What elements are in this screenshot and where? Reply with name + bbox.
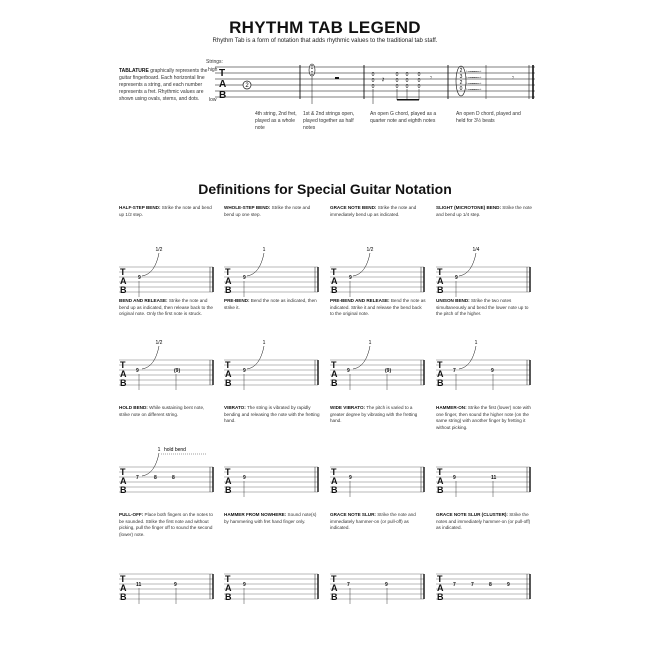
svg-text:9: 9 [455, 275, 458, 281]
svg-text:7: 7 [136, 475, 139, 481]
definition-term: WHOLE-STEP BEND: [224, 205, 271, 210]
definition-text [330, 205, 426, 245]
svg-text:0: 0 [395, 72, 399, 78]
svg-text:9: 9 [349, 475, 352, 481]
definition-text [119, 512, 215, 552]
svg-text:0: 0 [405, 78, 409, 84]
example-caption-2: 1st & 2nd strings open, played together as half notes [303, 111, 355, 131]
svg-text:T: T [437, 360, 443, 370]
definition-desc: The string is vibrated by rapidly bending and releasing the note with the fretting hand. [224, 405, 320, 423]
definition-term: PRE-BEND: [224, 298, 250, 303]
definition-text [119, 298, 215, 338]
svg-text:T: T [225, 360, 231, 370]
definition-text [436, 512, 532, 552]
definition-wide-vibrato [330, 405, 426, 504]
svg-text:B: B [331, 485, 338, 495]
svg-text:T: T [120, 467, 126, 477]
svg-text:0: 0 [310, 65, 314, 71]
definition-hold-bend [119, 405, 215, 504]
definition-term: PULL-OFF: [119, 512, 144, 517]
definition-desc: While sustaining bent note, strike note on different string. [119, 405, 205, 417]
tab-staff [119, 245, 215, 299]
svg-text:1: 1 [262, 247, 266, 253]
tab-staff [330, 552, 426, 606]
svg-text:A: A [331, 369, 338, 379]
tablature-desc-text: graphically represents the guitar fingerboard. Each horizontal line represents a string, and each number represents a fret. Rhythmic values are shown using ovals, stems, and dots. [119, 68, 208, 102]
svg-text:9: 9 [349, 275, 352, 281]
svg-text:0: 0 [371, 84, 375, 90]
definition-text [224, 298, 320, 338]
definition-text [436, 298, 532, 338]
tab-staff [119, 552, 215, 606]
definition-term: SLIGHT (MICROTONE) BEND: [436, 205, 501, 210]
svg-text:9: 9 [507, 582, 510, 588]
svg-text:11: 11 [491, 475, 497, 481]
svg-text:11: 11 [136, 582, 142, 588]
svg-text:1: 1 [157, 447, 161, 453]
svg-text:B: B [331, 285, 338, 295]
definition-text [330, 405, 426, 445]
svg-text:B: B [225, 485, 232, 495]
definition-desc: Strike the notes and immediately hammer-on (or pull-off) as indicated. [436, 512, 531, 530]
svg-text:0: 0 [417, 72, 421, 78]
svg-text:0: 0 [417, 84, 421, 90]
definition-unison-bend [436, 298, 532, 397]
svg-text:A: A [437, 276, 444, 286]
definition-term: HOLD BEND: [119, 405, 148, 410]
svg-text:hold bend: hold bend [164, 447, 186, 453]
definition-grace-note-slur [330, 512, 426, 611]
svg-text:T: T [120, 360, 126, 370]
svg-text:3: 3 [459, 74, 463, 80]
svg-text:T: T [219, 68, 226, 79]
svg-text:7: 7 [471, 582, 474, 588]
svg-text:T: T [331, 267, 337, 277]
svg-text:A: A [120, 276, 127, 286]
definition-desc: Strike the note and bend up one step. [224, 205, 311, 217]
svg-text:8: 8 [154, 475, 157, 481]
svg-text:8: 8 [172, 475, 175, 481]
svg-text:T: T [225, 267, 231, 277]
svg-text:T: T [225, 574, 231, 584]
definition-grace-note-slur-cluster [436, 512, 532, 611]
definition-desc: Bend the note as indicated. Strike it and release the bend back to the original note. [330, 298, 426, 316]
svg-text:T: T [437, 467, 443, 477]
svg-text:B: B [120, 592, 127, 602]
definition-half-step-bend [119, 205, 215, 304]
svg-text:A: A [120, 583, 127, 593]
definition-hammer-on [436, 405, 532, 504]
definition-text [224, 405, 320, 445]
definition-desc: Strike the note and immediately bend up as indicated. [330, 205, 417, 217]
svg-text:1: 1 [474, 340, 478, 346]
svg-text:1: 1 [262, 340, 266, 346]
svg-text:7: 7 [453, 582, 456, 588]
svg-text:1/2: 1/2 [366, 247, 374, 253]
definitions-title: Definitions for Special Guitar Notation [198, 181, 452, 197]
svg-text:A: A [219, 79, 227, 90]
svg-text:T: T [120, 267, 126, 277]
tab-staff [224, 552, 320, 606]
svg-text:0: 0 [405, 72, 409, 78]
svg-text:T: T [437, 267, 443, 277]
svg-text:(9): (9) [385, 368, 392, 374]
high-label: high [208, 67, 218, 73]
svg-text:8: 8 [489, 582, 492, 588]
tab-staff [436, 445, 532, 499]
definition-text [330, 298, 426, 338]
example-caption-3: An open G chord, played as a quarter note and eighth notes [370, 111, 437, 124]
definition-term: BEND AND RELEASE: [119, 298, 168, 303]
svg-text:1: 1 [368, 340, 372, 346]
tab-staff [224, 338, 320, 392]
definition-desc: Strike the note and bend up 1/2 step. [119, 205, 212, 217]
svg-text:B: B [437, 285, 444, 295]
definition-desc: The pitch is varied to a greater degree by vibrating with the fretting hand. [330, 405, 418, 423]
svg-text:B: B [331, 378, 338, 388]
svg-text:A: A [437, 583, 444, 593]
svg-text:A: A [120, 369, 127, 379]
svg-text:0: 0 [310, 71, 314, 77]
svg-text:𝄽: 𝄽 [382, 77, 385, 84]
svg-text:T: T [437, 574, 443, 584]
definition-term: GRACE NOTE SLUR: [330, 512, 376, 517]
svg-text:B: B [120, 285, 127, 295]
svg-text:𝄾: 𝄾 [512, 75, 514, 82]
svg-text:9: 9 [138, 275, 141, 281]
svg-text:1/2: 1/2 [155, 247, 163, 253]
svg-text:B: B [437, 378, 444, 388]
definition-text [224, 205, 320, 245]
tab-staff [224, 245, 320, 299]
definition-pre-bend [224, 298, 320, 397]
svg-text:B: B [225, 592, 232, 602]
svg-text:9: 9 [347, 368, 350, 374]
tab-staff [436, 338, 532, 392]
svg-text:0: 0 [395, 78, 399, 84]
svg-text:T: T [331, 360, 337, 370]
rhythm-tab-staff [215, 62, 535, 104]
svg-text:2: 2 [245, 83, 249, 89]
definition-grace-note-bend [330, 205, 426, 304]
svg-text:A: A [225, 276, 232, 286]
definition-term: WIDE VIBRATO: [330, 405, 366, 410]
definition-term: GRACE NOTE BEND: [330, 205, 377, 210]
example-caption-4: An open D chord, played and held for 3½ beats [456, 111, 521, 124]
svg-text:T: T [331, 574, 337, 584]
svg-text:T: T [120, 574, 126, 584]
svg-text:9: 9 [453, 475, 456, 481]
svg-text:9: 9 [243, 582, 246, 588]
definition-desc: Place both fingers on the notes to be sounded. Strike the first note and without picking, pull the finger off to sound the second (lower) note. [119, 512, 213, 537]
svg-text:9: 9 [491, 368, 494, 374]
tab-staff [330, 245, 426, 299]
definition-term: UNISON BEND: [436, 298, 470, 303]
svg-text:7: 7 [347, 582, 350, 588]
definition-desc: Sound note(s) by hammering with fret hand finger only. [224, 512, 317, 524]
svg-text:0: 0 [371, 72, 375, 78]
definition-bend-and-release [119, 298, 215, 397]
svg-text:A: A [225, 583, 232, 593]
definition-pull-off [119, 512, 215, 611]
legend-subtitle: Rhythm Tab is a form of notation that adds rhythmic values to the traditional tab staff. [212, 38, 438, 44]
svg-text:(9): (9) [174, 368, 181, 374]
definition-pre-bend-and-release [330, 298, 426, 397]
svg-text:B: B [437, 485, 444, 495]
svg-text:B: B [331, 592, 338, 602]
definition-term: HAMMER-ON: [436, 405, 467, 410]
svg-text:9: 9 [136, 368, 139, 374]
svg-text:B: B [437, 592, 444, 602]
tab-staff [436, 552, 532, 606]
example-caption-1: 4th string, 2nd fret, played as a whole note [255, 111, 297, 131]
definition-text [436, 205, 532, 245]
svg-text:A: A [331, 476, 338, 486]
definition-hammer-from-nowhere [224, 512, 320, 611]
tablature-term: TABLATURE [119, 68, 149, 74]
definition-desc: Bend the note as indicated, then strike it. [224, 298, 317, 310]
tab-staff [119, 445, 215, 499]
tablature-description [119, 68, 214, 103]
definition-term: PRE-BEND AND RELEASE: [330, 298, 390, 303]
svg-text:0: 0 [405, 84, 409, 90]
svg-text:A: A [437, 369, 444, 379]
definition-text [119, 405, 215, 445]
svg-text:7: 7 [453, 368, 456, 374]
svg-text:9: 9 [174, 582, 177, 588]
svg-text:B: B [120, 485, 127, 495]
svg-text:A: A [120, 476, 127, 486]
definition-term: GRACE NOTE SLUR (CLUSTER): [436, 512, 508, 517]
svg-text:T: T [225, 467, 231, 477]
svg-text:9: 9 [243, 475, 246, 481]
legend-title: RHYTHM TAB LEGEND [229, 18, 421, 37]
svg-text:9: 9 [385, 582, 388, 588]
svg-text:0: 0 [371, 78, 375, 84]
svg-text:2: 2 [459, 68, 463, 74]
svg-text:A: A [331, 583, 338, 593]
definition-text [224, 512, 320, 552]
definition-desc: Strike the first (lower) note with one finger, then sound the higher note (on the same string) with another finger by fretting it without picking. [436, 405, 531, 430]
svg-text:T: T [331, 467, 337, 477]
svg-text:B: B [225, 378, 232, 388]
definition-text [119, 205, 215, 245]
svg-text:A: A [225, 476, 232, 486]
definition-term: HALF-STEP BEND: [119, 205, 161, 210]
svg-text:1/4: 1/4 [472, 247, 480, 253]
definition-slight-microtone-bend [436, 205, 532, 304]
tab-staff [224, 445, 320, 499]
svg-text:9: 9 [243, 368, 246, 374]
svg-text:B: B [225, 285, 232, 295]
svg-text:𝄾: 𝄾 [430, 75, 432, 82]
definition-desc: Strike the note and bend up as indicated, then release back to the original note. Only the first note is struck. [119, 298, 213, 316]
tab-staff [119, 338, 215, 392]
svg-text:9: 9 [243, 275, 246, 281]
svg-text:A: A [437, 476, 444, 486]
svg-text:B: B [120, 378, 127, 388]
svg-text:A: A [225, 369, 232, 379]
definition-desc: Strike the note and bend up 1/4 step. [436, 205, 532, 217]
definition-whole-step-bend [224, 205, 320, 304]
svg-text:A: A [331, 276, 338, 286]
definition-text [330, 512, 426, 552]
svg-text:2: 2 [459, 80, 463, 86]
svg-text:0: 0 [459, 86, 463, 92]
svg-text:0: 0 [417, 78, 421, 84]
strings-label: Strings: [206, 59, 223, 65]
definition-term: VIBRATO: [224, 405, 246, 410]
definition-term: HAMMER FROM NOWHERE: [224, 512, 287, 517]
definition-desc: Strike the note and immediately hammer-on (or pull-off) as indicated. [330, 512, 416, 530]
svg-text:1/2: 1/2 [155, 340, 163, 346]
tab-staff [330, 338, 426, 392]
tab-staff [436, 245, 532, 299]
low-label: low [209, 97, 217, 103]
definition-desc: Strike the two notes simultaneously and bend the lower note up to the pitch of the higher. [436, 298, 529, 316]
svg-text:0: 0 [395, 84, 399, 90]
svg-text:B: B [219, 90, 227, 101]
tab-staff [330, 445, 426, 499]
definition-vibrato [224, 405, 320, 504]
definition-text [436, 405, 532, 445]
